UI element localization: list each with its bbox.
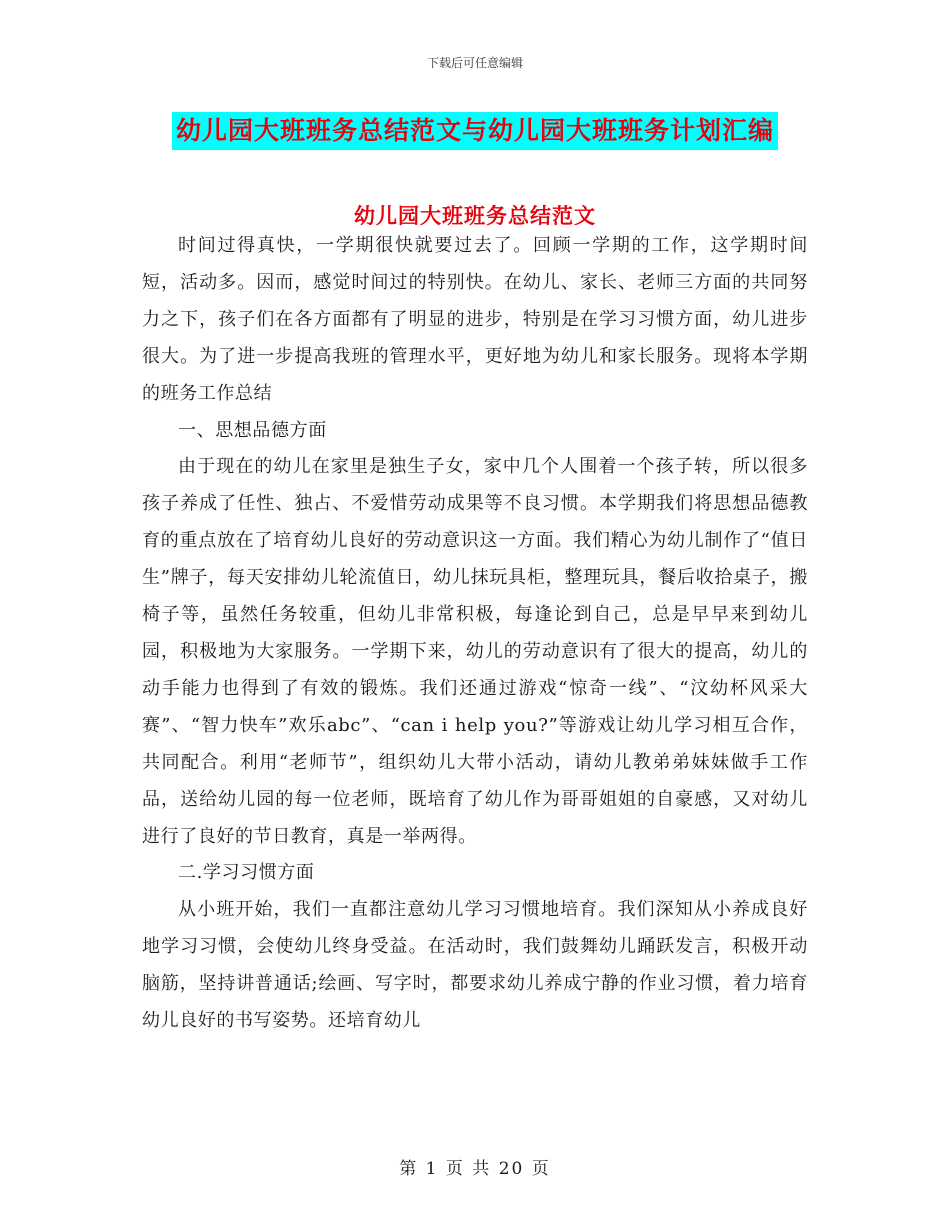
- heading-learning-habits: 二.学习习惯方面: [178, 862, 315, 884]
- document-body: [142, 228, 808, 1040]
- paragraph-learning-habits: 从小班开始，我们一直都注意幼儿学习习惯地培育。我们深知从小养成良好地学习习惯，会使幼儿终身受益。在活动时，我们鼓舞幼儿踊跃发言，积极开动脑筋，坚持讲普通话;绘画、写字时，都要求幼儿养成宁静的作业习惯，着力培育幼儿良好的书写姿势。还培育幼儿: [142, 899, 808, 1032]
- heading-moral-education: 一、思想品德方面: [178, 419, 327, 441]
- document-title-container: [0, 112, 950, 150]
- page-footer: 第 1 页 共 20 页: [399, 1159, 551, 1179]
- section-title: 幼儿园大班班务总结范文: [354, 204, 596, 228]
- paragraph-intro: 时间过得真快，一学期很快就要过去了。回顾一学期的工作，这学期时间短，活动多。因而，感觉时间过的特别快。在幼儿、家长、老师三方面的共同努力之下，孩子们在各方面都有了明显的进步，特别是在学习习惯方面，幼儿进步很大。为了进一步提高我班的管理水平，更好地为幼儿和家长服务。现将本学期的班务工作总结: [142, 235, 808, 404]
- header-note: 下载后可任意编辑: [426, 56, 523, 70]
- paragraph-moral-education: 由于现在的幼儿在家里是独生子女，家中几个人围着一个孩子转，所以很多孩子养成了任性、独占、不爱惜劳动成果等不良习惯。本学期我们将思想品德教育的重点放在了培育幼儿良好的劳动意识这一方面。我们精心为幼儿制作了“值日生”牌子，每天安排幼儿轮流值日，幼儿抹玩具柜，整理玩具，餐后收拾桌子，搬椅子等，虽然任务较重，但幼儿非常积极，每逢论到自己，总是早早来到幼儿园，积极地为大家服务。一学期下来，幼儿的劳动意识有了很大的提高，幼儿的动手能力也得到了有效的锻炼。我们还通过游戏“惊奇一线”、“汶幼杯风采大赛”、“智力快车”欢乐abc”、“can i help you?”等游戏让幼儿学习相互合作，共同配合。利用“老师节”，组织幼儿大带小活动，请幼儿教弟弟妹妹做手工作品，送给幼儿园的每一位老师，既培育了幼儿作为哥哥姐姐的自豪感，又对幼儿进行了良好的节日教育，真是一举两得。: [142, 456, 808, 847]
- document-title: 幼儿园大班班务总结范文与幼儿园大班班务计划汇编: [172, 112, 778, 150]
